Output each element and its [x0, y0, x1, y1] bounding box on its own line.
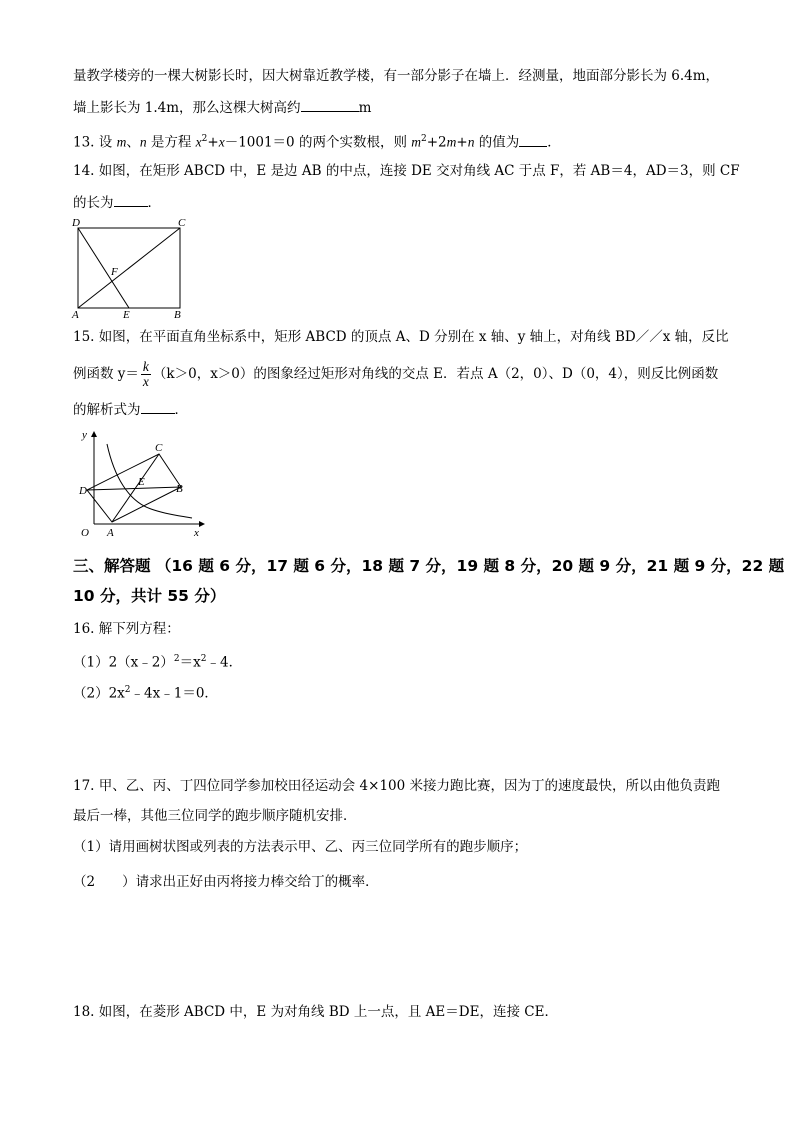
q13-var: n — [139, 134, 147, 150]
q13-line — [73, 130, 561, 152]
q14-text: 的长为 — [73, 195, 114, 211]
q16-text: ﹣4x﹣1＝0． — [130, 685, 218, 702]
q16-exponent: 2 — [200, 654, 207, 664]
label-b: B — [176, 483, 183, 495]
q15-text: 的解析式为 — [73, 402, 141, 418]
q13-var: x — [195, 134, 202, 150]
q13-var: m — [446, 134, 457, 150]
q13-text: + — [207, 134, 219, 151]
q13-text: +2 — [426, 134, 447, 151]
q13-var: n — [467, 134, 475, 150]
hyperbola-curve — [107, 444, 192, 518]
q15-text: 例函数 y＝ — [73, 366, 139, 382]
label-a: A — [107, 527, 114, 539]
q16-text: （1）2（x﹣2） — [73, 654, 174, 671]
q14-rectangle-figure — [68, 216, 198, 320]
label-y: y — [82, 429, 87, 441]
q13-text: 的值为 — [474, 134, 520, 151]
q13-text: 、 — [126, 134, 140, 151]
label-e: E — [123, 309, 130, 320]
q12-unit: m — [358, 100, 372, 116]
q17-line-1: 17. 甲、乙、丙、丁四位同学参加校田径运动会 4×100 米接力跑比赛，因为丁的速度最快，所以由他负责跑 — [73, 778, 721, 794]
q13-var: x — [218, 134, 225, 150]
label-c: C — [155, 442, 163, 454]
answer-blank — [519, 133, 547, 147]
label-x: x — [194, 527, 199, 539]
q16-text: （2）2x — [73, 685, 125, 702]
q18-line-1: 18. 如图，在菱形 ABCD 中，E 为对角线 BD 上一点，且 AE＝DE，连接 CE． — [73, 1004, 558, 1020]
label-o: O — [81, 527, 89, 539]
section-3-heading-line-2: 10 分，共计 55 分） — [73, 587, 226, 605]
q15-text: ． — [174, 402, 188, 418]
fraction-k-over-x — [141, 360, 151, 389]
q13-var: m — [411, 134, 421, 150]
label-c: C — [178, 217, 186, 229]
q17-part-2: （2 ）请求出正好由丙将接力棒交给丁的概率． — [73, 874, 379, 890]
q16-part-2 — [73, 681, 218, 703]
q12-line-2 — [73, 98, 371, 117]
q17-part-1: （1）请用画树状图或列表的方法表示甲、乙、丙三位同学所有的跑步顺序； — [73, 839, 528, 855]
q17-line-2: 最后一棒，其他三位同学的跑步顺序随机安排． — [73, 808, 357, 824]
q13-text: －1001＝0 的两个实数根，则 — [224, 134, 412, 151]
fraction-numerator: k — [142, 359, 149, 374]
q15-line-1: 15. 如图，在平面直角坐标系中，矩形 ABCD 的顶点 A、D 分别在 x 轴、y 轴上，对角线 BD／／x 轴，反比 — [73, 329, 729, 345]
fraction-denominator: x — [142, 374, 149, 389]
q16-part-1 — [73, 650, 242, 672]
q12-line-1: 量教学楼旁的一棵大树影长时，因大树靠近教学楼，有一部分影子在墙上．经测量，地面部分影长为 6.4m， — [73, 68, 720, 84]
q14-line-2 — [73, 193, 161, 212]
q16-title: 16. 解下列方程： — [73, 621, 180, 637]
q14-line-1: 14. 如图，在矩形 ABCD 中，E 是边 AB 的中点，连接 DE 交对角线 AC 于点 F，若 AB＝4，AD＝3，则 CF — [73, 163, 740, 179]
q16-text: ﹣4． — [206, 654, 243, 671]
q13-exponent: 2 — [420, 134, 427, 144]
label-a: A — [72, 309, 79, 320]
q15-text: （k＞0，x＞0）的图象经过矩形对角线的交点 E．若点 A（2，0）、D（0，4），则反比例函数 — [152, 366, 719, 382]
q13-text: + — [456, 134, 468, 151]
answer-blank — [141, 400, 175, 414]
q16-text: ＝x — [179, 654, 201, 671]
answer-blank — [301, 98, 359, 112]
q12-line-2-text: 墙上影长为 1.4m，那么这棵大树高约 — [73, 100, 301, 116]
label-d: D — [79, 485, 87, 497]
q13-text: 13. 设 — [73, 134, 117, 151]
diagonal-ac — [78, 228, 180, 308]
q15-line-2 — [73, 357, 718, 391]
q15-coordinate-figure — [76, 426, 216, 544]
label-d: D — [72, 217, 80, 229]
segment-de — [78, 228, 129, 308]
q13-text: 是方程 — [146, 134, 196, 151]
q13-exponent: 2 — [201, 134, 208, 144]
section-3-heading: 三、解答题 （16 题 6 分，17 题 6 分，18 题 7 分，19 题 8 分，20 题 9 分，21 题 9 分，22 题 — [73, 557, 785, 575]
q13-var: m — [116, 134, 127, 150]
q15-line-3 — [73, 400, 188, 419]
q13-text: ． — [547, 134, 561, 151]
q16-exponent: 2 — [124, 685, 131, 695]
label-b: B — [174, 309, 181, 320]
answer-blank — [114, 193, 148, 207]
label-e: E — [138, 476, 145, 488]
label-f: F — [111, 266, 118, 278]
q14-text: ． — [147, 195, 161, 211]
q16-exponent: 2 — [173, 654, 180, 664]
